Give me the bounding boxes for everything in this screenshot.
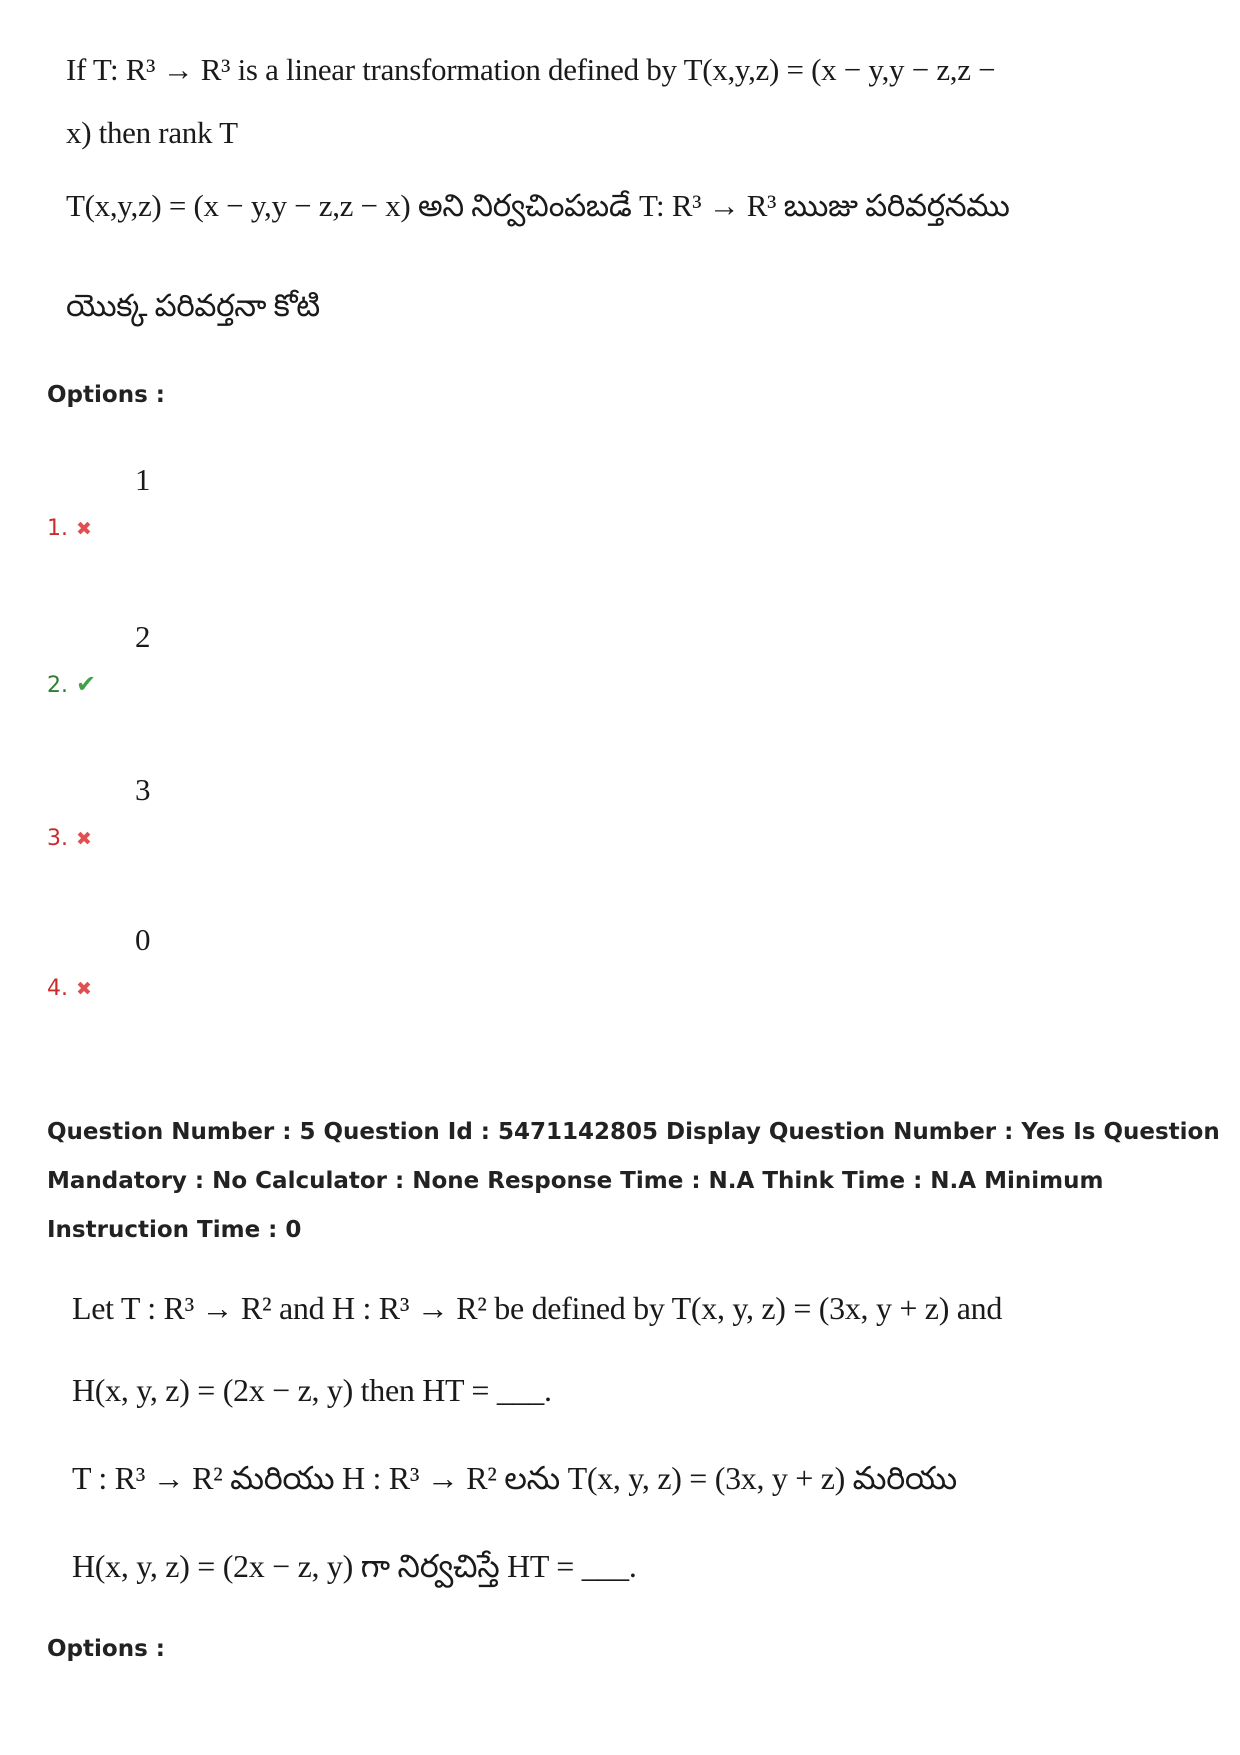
option-2-label: 2.: [47, 673, 68, 698]
options-heading-2: Options :: [47, 1636, 165, 1662]
cross-icon: ✖: [76, 518, 92, 540]
question-5-english-line-2: H(x, y, z) = (2x − z, y) then HT = ___.: [72, 1372, 552, 1408]
cross-icon: ✖: [76, 978, 92, 1000]
option-3-value: 3: [135, 772, 151, 807]
cross-icon: ✖: [76, 828, 92, 850]
option-2: [47, 619, 447, 699]
question-4-telugu-line-2: యొక్క పరివర్తనా కోటి: [66, 288, 320, 323]
question-4-english-line-1: If T: R³ → R³ is a linear transformation defined by T(x,y,z) = (x − y,y − z,z −: [66, 52, 996, 87]
question-5-telugu-line-1: T : R³ → R² మరియు H : R³ → R² లను T(x, y, z) = (3x, y + z) మరియు: [72, 1460, 957, 1496]
option-4-number: [47, 976, 92, 1002]
question-5-metadata: Question Number : 5 Question Id : 5471142805 Display Question Number : Yes Is Question Mandatory : No Calculator : None Response Time : N.A Think Time : N.A Minimum Instruction Time : 0: [47, 1119, 1220, 1243]
option-2-number: [47, 671, 96, 699]
question-5-telugu-line-2: H(x, y, z) = (2x − z, y) గా నిర్వచిస్తే HT = ___.: [72, 1548, 637, 1584]
option-1: [47, 462, 447, 542]
option-3: [47, 772, 447, 852]
option-1-number: [47, 516, 92, 542]
option-2-value: 2: [135, 619, 151, 654]
option-3-label: 3.: [47, 826, 68, 851]
question-4-english-line-2: x) then rank T: [66, 115, 238, 150]
option-4-label: 4.: [47, 976, 68, 1001]
question-4-telugu-line-1: T(x,y,z) = (x − y,y − z,z − x) అని నిర్వచింపబడే T: R³ → R³ ఋజు పరివర్తనము: [66, 188, 1010, 223]
check-icon: ✔: [76, 670, 97, 698]
options-heading: Options :: [47, 382, 165, 408]
option-3-number: [47, 826, 92, 852]
question-5-english-line-1: Let T : R³ → R² and H : R³ → R² be defined by T(x, y, z) = (3x, y + z) and: [72, 1290, 1003, 1326]
option-4: [47, 922, 447, 1002]
option-4-value: 0: [135, 922, 151, 957]
option-1-value: 1: [135, 462, 151, 497]
option-1-label: 1.: [47, 516, 68, 541]
